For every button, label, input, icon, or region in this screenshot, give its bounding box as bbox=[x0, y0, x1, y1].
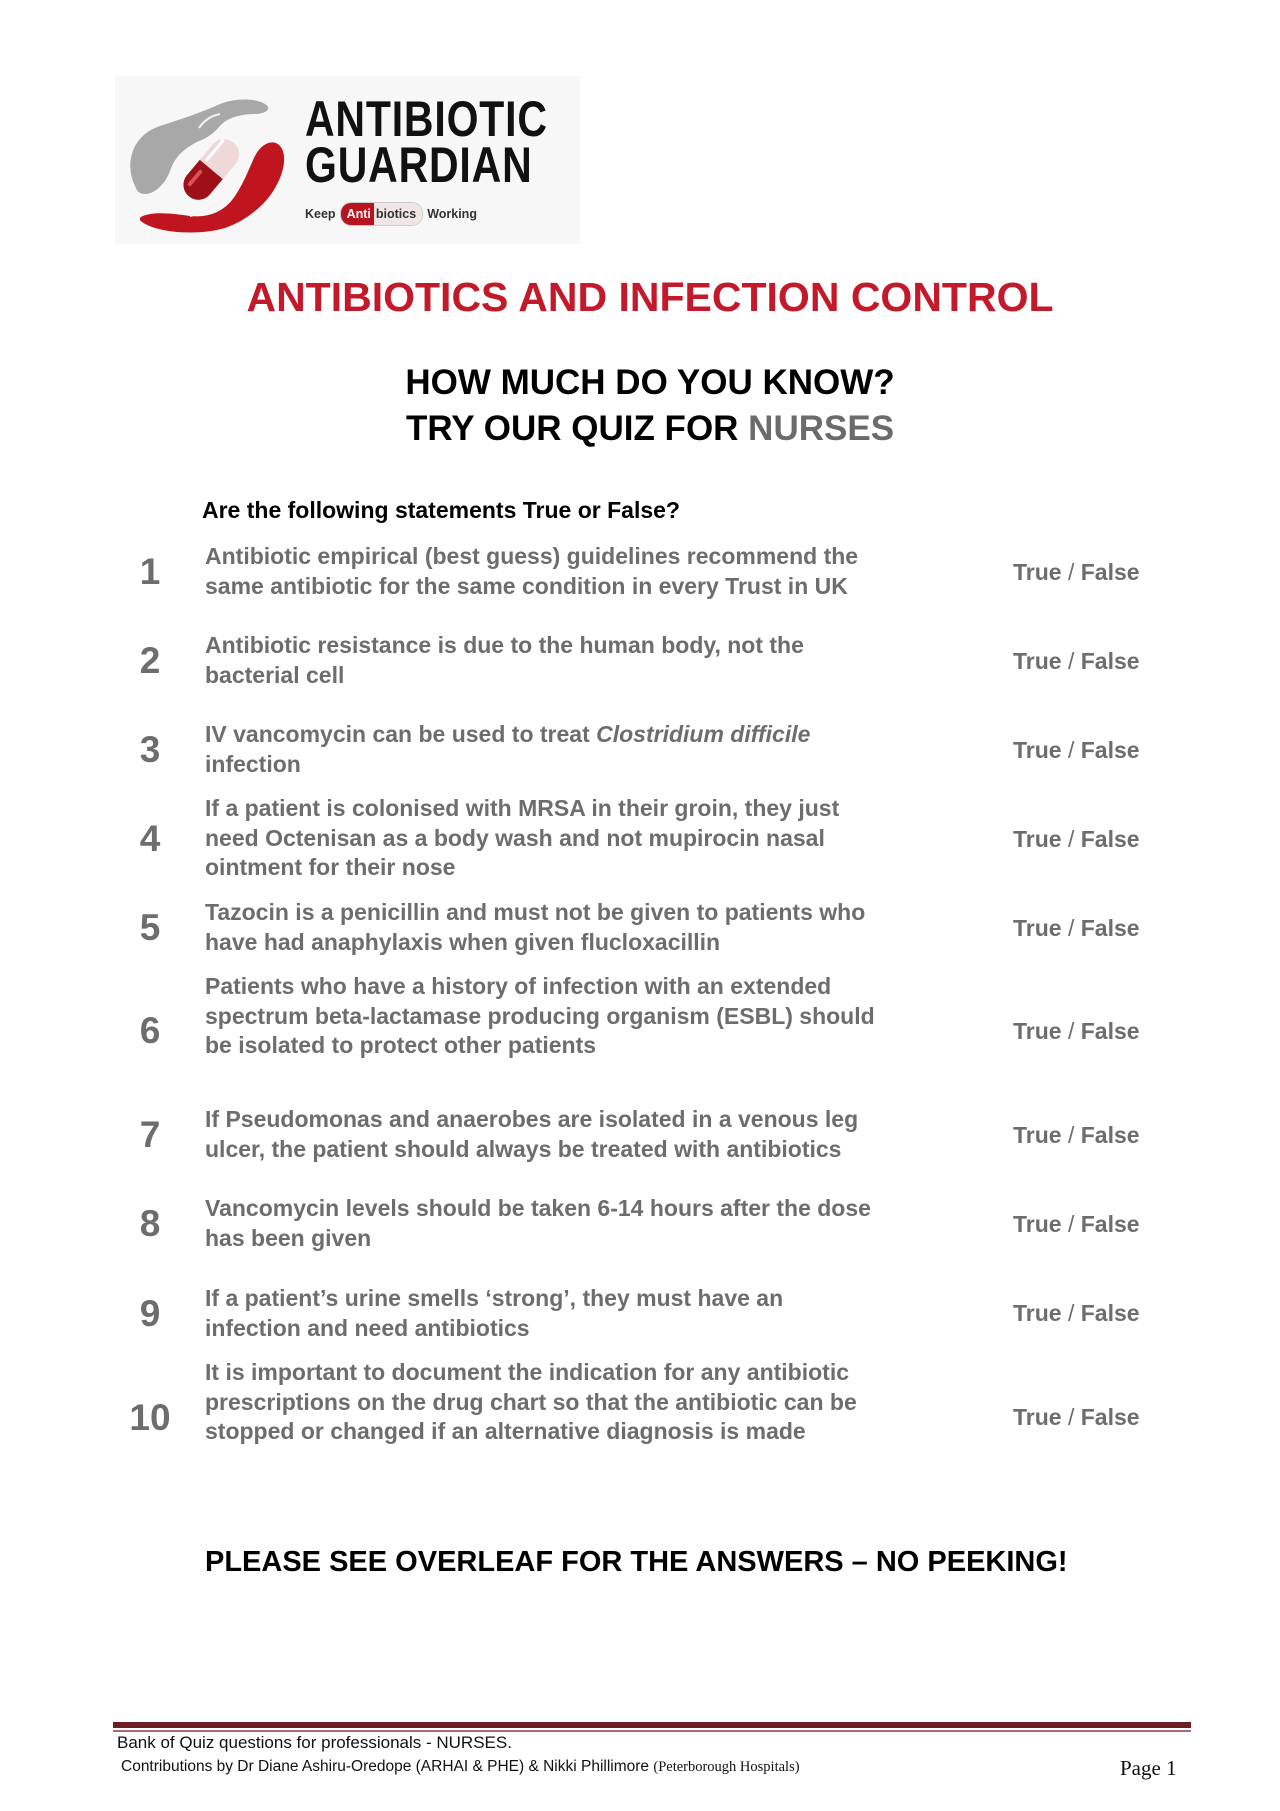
question-text bbox=[205, 972, 875, 1061]
footer-affiliation: (Peterborough Hospitals) bbox=[653, 1759, 800, 1775]
question-line: It is important to document the indication for any antibiotic bbox=[205, 1359, 850, 1385]
question-number: 2 bbox=[139, 640, 161, 681]
tagline-pill-light: biotics bbox=[374, 203, 422, 225]
question-line: infection bbox=[205, 750, 301, 777]
separator: / bbox=[1061, 826, 1081, 852]
page-title: ANTIBIOTICS AND INFECTION CONTROL bbox=[246, 274, 1054, 320]
false-option[interactable]: False bbox=[1080, 1300, 1140, 1326]
footer-rule-thin bbox=[113, 1730, 1191, 1732]
question-line bbox=[205, 720, 810, 750]
false-option[interactable]: False bbox=[1080, 737, 1140, 763]
question-number: 10 bbox=[129, 1397, 171, 1438]
question-number: 9 bbox=[139, 1293, 161, 1334]
question-line: Tazocin is a penicillin and must not be given to patients who bbox=[205, 899, 866, 925]
true-false-choice[interactable] bbox=[1013, 559, 1140, 586]
question-number: 6 bbox=[139, 1010, 161, 1051]
subtitle-line2 bbox=[0, 409, 1280, 449]
true-false-choice[interactable] bbox=[1013, 648, 1140, 675]
question-line: have had anaphylaxis when given flucloxacillin bbox=[205, 928, 721, 955]
true-option[interactable]: True bbox=[1013, 1300, 1062, 1326]
separator: / bbox=[1061, 648, 1081, 674]
separator: / bbox=[1061, 1122, 1081, 1148]
question-line: Patients who have a history of infection with an extended bbox=[205, 973, 832, 999]
question-line: If a patient is colonised with MRSA in their groin, they just bbox=[205, 795, 840, 821]
question-line: prescriptions on the drug chart so that the antibiotic can be bbox=[205, 1388, 857, 1415]
separator: / bbox=[1061, 915, 1081, 941]
separator: / bbox=[1061, 1018, 1081, 1044]
question-line: need Octenisan as a body wash and not mupirocin nasal bbox=[205, 824, 825, 851]
false-option[interactable]: False bbox=[1080, 1404, 1140, 1430]
question-line: be isolated to protect other patients bbox=[205, 1032, 597, 1058]
true-false-choice[interactable] bbox=[1013, 1404, 1140, 1431]
question-line: If Pseudomonas and anaerobes are isolated in a venous leg bbox=[205, 1106, 859, 1132]
question-text bbox=[205, 631, 804, 690]
true-false-choice[interactable] bbox=[1013, 826, 1140, 853]
true-option[interactable]: True bbox=[1013, 559, 1062, 585]
separator: / bbox=[1061, 1404, 1081, 1430]
question-number: 1 bbox=[139, 551, 161, 592]
tagline-keep: Keep bbox=[305, 207, 336, 221]
true-option[interactable]: True bbox=[1013, 1122, 1062, 1148]
question-line: ointment for their nose bbox=[205, 854, 456, 880]
question-number: 3 bbox=[139, 729, 161, 770]
false-option[interactable]: False bbox=[1080, 648, 1140, 674]
footer-line1: Bank of Quiz questions for professionals - NURSES. bbox=[117, 1733, 512, 1752]
question-number: 5 bbox=[139, 907, 161, 948]
question-line: bacterial cell bbox=[205, 661, 345, 688]
question-line: spectrum beta-lactamase producing organism (ESBL) should bbox=[205, 1002, 875, 1029]
question-text bbox=[205, 542, 858, 601]
logo-wordmark-line1: ANTIBIOTIC bbox=[305, 91, 548, 147]
question-line: ulcer, the patient should always be treated with antibiotics bbox=[205, 1135, 842, 1162]
question-text bbox=[205, 1194, 871, 1253]
true-false-choice[interactable] bbox=[1013, 1211, 1140, 1238]
question-line: Vancomycin levels should be taken 6-14 hours after the dose bbox=[205, 1195, 871, 1221]
true-false-choice[interactable] bbox=[1013, 1018, 1140, 1045]
true-option[interactable]: True bbox=[1013, 648, 1062, 674]
question-line: has been given bbox=[205, 1224, 372, 1251]
subtitle-prefix: TRY OUR QUIZ FOR bbox=[405, 409, 749, 448]
separator: / bbox=[1061, 559, 1081, 585]
question-line: same antibiotic for the same condition in every Trust in UK bbox=[205, 572, 848, 599]
organism-name-italic: Clostridium difficile bbox=[596, 721, 811, 747]
question-text bbox=[205, 1358, 857, 1447]
true-false-choice[interactable] bbox=[1013, 1300, 1140, 1327]
question-line: Antibiotic empirical (best guess) guidelines recommend the bbox=[205, 543, 859, 569]
question-text bbox=[205, 1284, 783, 1343]
subtitle-line1: HOW MUCH DO YOU KNOW? bbox=[405, 363, 895, 402]
question-text bbox=[205, 794, 839, 883]
overleaf-notice: PLEASE SEE OVERLEAF FOR THE ANSWERS – NO PEEKING! bbox=[205, 1546, 1068, 1578]
quiz-instructions: Are the following statements True or False? bbox=[202, 497, 680, 523]
true-option[interactable]: True bbox=[1013, 826, 1062, 852]
false-option[interactable]: False bbox=[1080, 826, 1140, 852]
question-line-part: IV vancomycin can be used to treat bbox=[205, 721, 597, 747]
question-line: infection and need antibiotics bbox=[205, 1314, 530, 1341]
true-option[interactable]: True bbox=[1013, 915, 1062, 941]
footer-contributions bbox=[121, 1758, 800, 1776]
logo-wordmark-line2: GUARDIAN bbox=[305, 137, 533, 193]
question-text bbox=[205, 898, 865, 957]
question-text bbox=[205, 1105, 858, 1164]
question-text bbox=[205, 720, 810, 779]
tagline-pill-red: Anti bbox=[341, 203, 374, 225]
false-option[interactable]: False bbox=[1080, 1122, 1140, 1148]
separator: / bbox=[1061, 737, 1081, 763]
true-option[interactable]: True bbox=[1013, 737, 1062, 763]
question-number: 4 bbox=[139, 818, 161, 859]
footer-contributors: Contributions by Dr Diane Ashiru-Oredope (ARHAI & PHE) & Nikki Phillimore bbox=[121, 1758, 654, 1775]
footer-rule-thick bbox=[113, 1722, 1191, 1728]
true-option[interactable]: True bbox=[1013, 1018, 1062, 1044]
true-false-choice[interactable] bbox=[1013, 915, 1140, 942]
tagline-working: Working bbox=[427, 207, 477, 221]
logo-tagline bbox=[305, 202, 477, 226]
false-option[interactable]: False bbox=[1080, 559, 1140, 585]
page-number: Page 1 bbox=[1120, 1756, 1177, 1780]
antibiotic-guardian-logo bbox=[115, 76, 580, 244]
true-false-choice[interactable] bbox=[1013, 737, 1140, 764]
tagline-capsule-pill bbox=[340, 202, 424, 226]
false-option[interactable]: False bbox=[1080, 1211, 1140, 1237]
true-option[interactable]: True bbox=[1013, 1404, 1062, 1430]
separator: / bbox=[1061, 1211, 1081, 1237]
true-false-choice[interactable] bbox=[1013, 1122, 1140, 1149]
subtitle-accent-nurses: NURSES bbox=[748, 409, 895, 448]
hands-holding-capsule-icon bbox=[115, 76, 305, 244]
question-number: 8 bbox=[139, 1203, 161, 1244]
true-option[interactable]: True bbox=[1013, 1211, 1062, 1237]
question-line: stopped or changed if an alternative diagnosis is made bbox=[205, 1418, 806, 1444]
question-line: If a patient’s urine smells ‘strong’, they must have an bbox=[205, 1285, 784, 1311]
false-option[interactable]: False bbox=[1080, 1018, 1140, 1044]
separator: / bbox=[1061, 1300, 1081, 1326]
question-number: 7 bbox=[139, 1114, 161, 1155]
false-option[interactable]: False bbox=[1080, 915, 1140, 941]
question-line: Antibiotic resistance is due to the human body, not the bbox=[205, 632, 804, 658]
